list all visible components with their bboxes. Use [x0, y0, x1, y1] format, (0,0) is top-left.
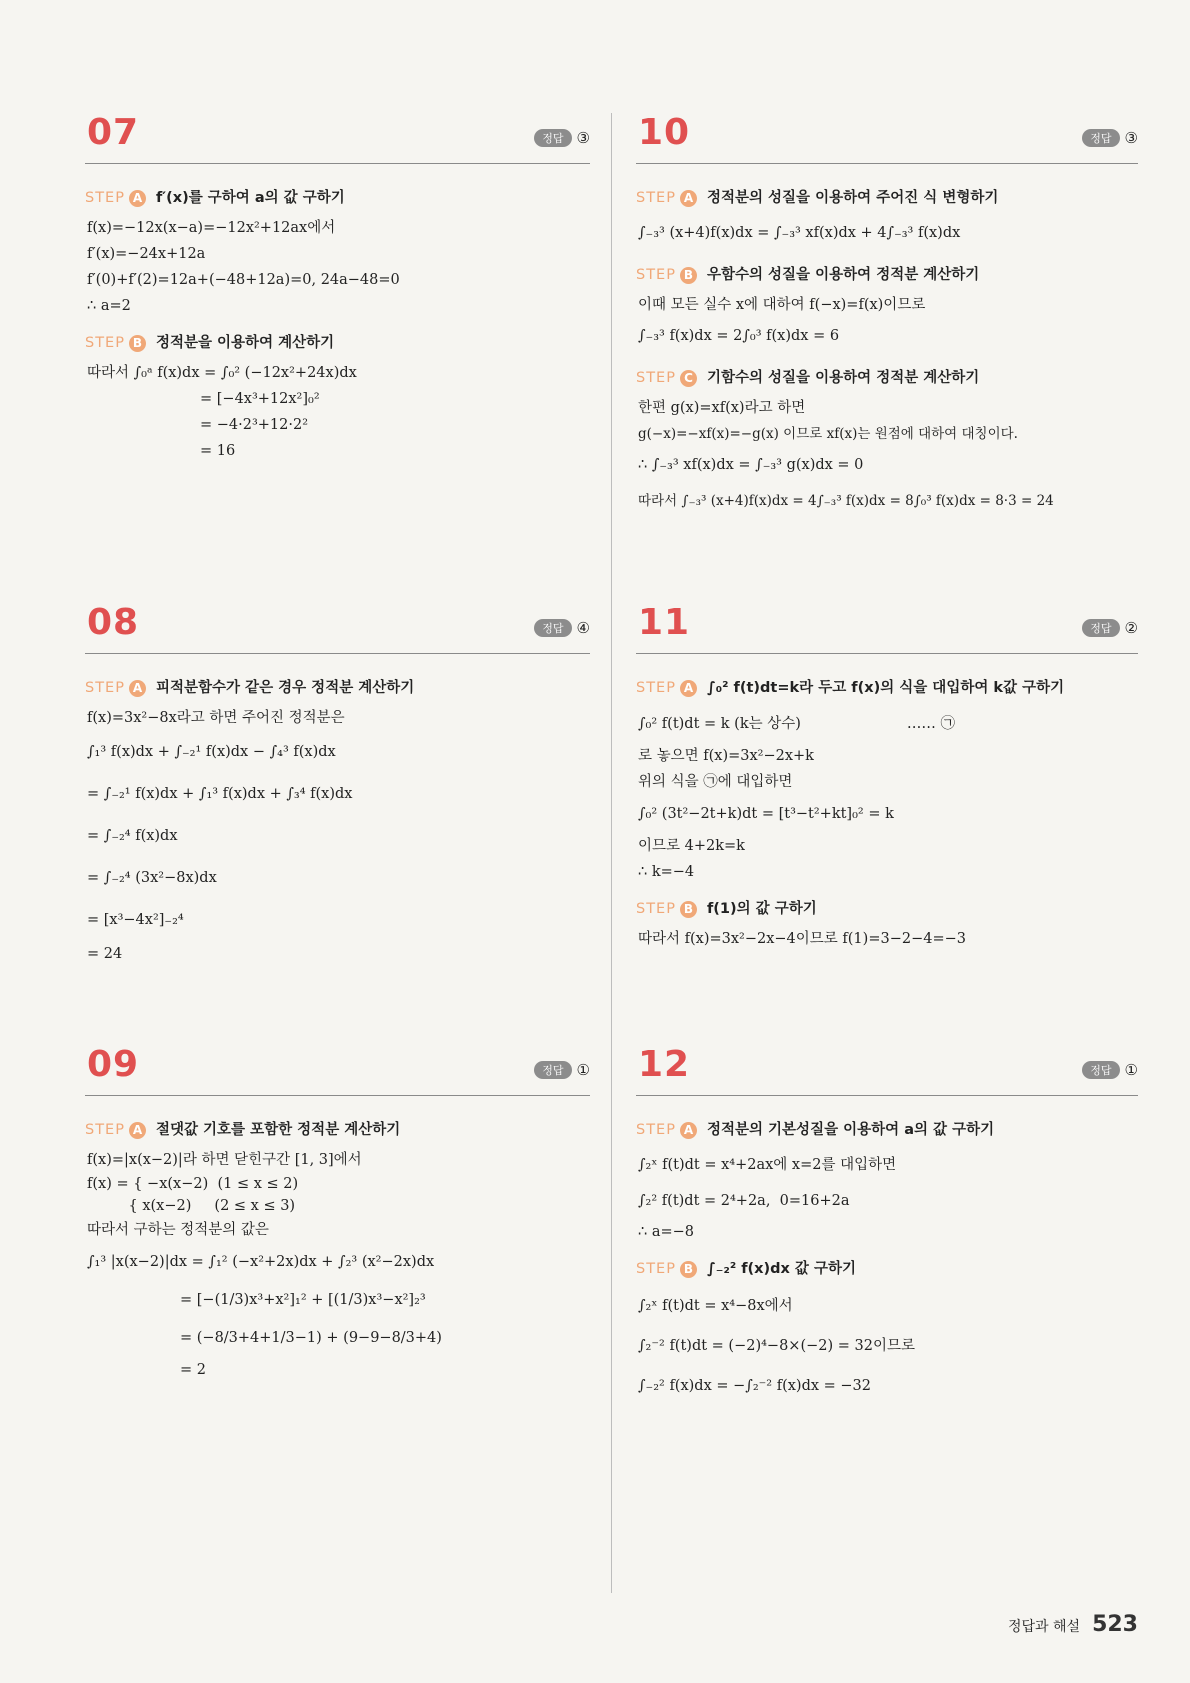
step-letter: A — [129, 680, 146, 697]
step-a-heading — [85, 1118, 590, 1139]
step-title: 정적분을 이용하여 계산하기 — [155, 335, 335, 351]
solution-line: ∫₀² (3t²−2t+k)dt = [t³−t²+kt]₀² = k — [638, 806, 894, 822]
solution-line: f(x)=|x(x−2)|라 하면 닫힌구간 [1, 3]에서 — [87, 1152, 362, 1168]
step-letter: A — [680, 190, 697, 207]
step-title: ∫₋₂² f(x)dx 값 구하기 — [706, 1261, 856, 1277]
solution-line: = [−4x³+12x²]₀² — [200, 391, 320, 407]
problem-header — [85, 603, 590, 654]
solution-line: ∫₂ˣ f(t)dt = x⁴+2ax에 x=2를 대입하면 — [638, 1157, 897, 1173]
step-title: 기함수의 성질을 이용하여 정적분 계산하기 — [706, 370, 980, 386]
answer-badge: 정답 — [534, 1061, 571, 1079]
step-tag: STEP — [636, 901, 676, 917]
problem-10 — [636, 113, 1138, 519]
solution-line: ∴ a=−8 — [638, 1224, 695, 1240]
step-title: f(1)의 값 구하기 — [706, 901, 817, 917]
solution-line: = 16 — [200, 443, 236, 459]
solution-line: 위의 식을 ㉠에 대입하면 — [638, 774, 793, 790]
answer-box — [534, 1061, 590, 1079]
problem-number: 09 — [87, 1044, 140, 1085]
solution-line: g(−x)=−xf(x)=−g(x) 이므로 xf(x)는 원점에 대하여 대칭이다. — [638, 426, 1018, 442]
step-b-heading — [636, 897, 1138, 918]
problem-08 — [85, 603, 590, 967]
problem-header — [636, 113, 1138, 164]
solution-line: ∫₋₃³ f(x)dx = 2∫₀³ f(x)dx = 6 — [638, 328, 840, 344]
step-b-heading — [85, 331, 590, 352]
problem-09 — [85, 1045, 590, 1383]
step-letter: A — [129, 190, 146, 207]
solution-line: f′(x)=−24x+12a — [87, 246, 206, 262]
answer-box — [1082, 619, 1138, 637]
step-a-heading — [85, 186, 590, 207]
solution-line: ∫₁³ |x(x−2)|dx = ∫₁² (−x²+2x)dx + ∫₂³ (x²−2x)dx — [87, 1254, 435, 1270]
answer-box — [534, 129, 590, 147]
step-letter: C — [680, 370, 697, 387]
step-title: ∫₀² f(t)dt=k라 두고 f(x)의 식을 대입하여 k값 구하기 — [706, 680, 1065, 696]
solution-line: 로 놓으면 f(x)=3x²−2x+k — [638, 748, 814, 764]
answer-value: ① — [576, 1061, 590, 1079]
answer-badge: 정답 — [1082, 1061, 1119, 1079]
solution-line: ∫₀² f(t)dt = k (k는 상수) …… ㉠ — [638, 716, 956, 732]
step-letter: A — [680, 1122, 697, 1139]
solution-line: = −4·2³+12·2² — [200, 417, 309, 433]
solution-line: f(x)=−12x(x−a)=−12x²+12ax에서 — [87, 220, 336, 236]
answer-value: ① — [1124, 1061, 1138, 1079]
page-number: 523 — [1092, 1612, 1138, 1637]
answer-value: ④ — [576, 619, 590, 637]
step-title: f′(x)를 구하여 a의 값 구하기 — [155, 190, 345, 206]
solution-line: ∫₂⁻² f(t)dt = (−2)⁴−8×(−2) = 32이므로 — [638, 1338, 915, 1354]
step-title: 정적분의 성질을 이용하여 주어진 식 변형하기 — [706, 190, 999, 206]
solution-line: = ∫₋₂⁴ f(x)dx — [87, 828, 178, 844]
step-letter: B — [680, 901, 697, 918]
answer-box — [534, 619, 590, 637]
problem-11 — [636, 603, 1138, 952]
step-letter: A — [129, 1122, 146, 1139]
solution-line: = 2 — [180, 1362, 206, 1378]
problem-number: 08 — [87, 602, 140, 643]
solution-line: f(x) = { −x(x−2) (1 ≤ x ≤ 2) — [87, 1176, 299, 1192]
solution-line: 따라서 ∫₀ᵃ f(x)dx = ∫₀² (−12x²+24x)dx — [87, 365, 357, 381]
page-footer — [1008, 1612, 1138, 1637]
step-tag: STEP — [636, 267, 676, 283]
step-tag: STEP — [85, 680, 125, 696]
step-tag: STEP — [85, 335, 125, 351]
solution-line: = ∫₋₂⁴ (3x²−8x)dx — [87, 870, 217, 886]
step-letter: B — [129, 335, 146, 352]
solution-line: 따라서 ∫₋₃³ (x+4)f(x)dx = 4∫₋₃³ f(x)dx = 8∫₀³ f(x)dx = 8·3 = 24 — [638, 493, 1054, 509]
solution-line: = ∫₋₂¹ f(x)dx + ∫₁³ f(x)dx + ∫₃⁴ f(x)dx — [87, 786, 353, 802]
problem-header — [85, 1045, 590, 1096]
footer-label: 정답과 해설 — [1007, 1619, 1081, 1635]
step-title: 우함수의 성질을 이용하여 정적분 계산하기 — [706, 267, 980, 283]
step-b-heading — [636, 1257, 1138, 1278]
step-tag: STEP — [85, 190, 125, 206]
step-b-heading — [636, 263, 1138, 284]
problem-07 — [85, 113, 590, 464]
answer-badge: 정답 — [534, 129, 571, 147]
solution-line: { x(x−2) (2 ≤ x ≤ 3) — [87, 1198, 296, 1214]
step-tag: STEP — [85, 1122, 125, 1138]
answer-badge: 정답 — [1082, 129, 1119, 147]
solution-line: = [x³−4x²]₋₂⁴ — [87, 912, 184, 928]
problem-number: 11 — [638, 602, 691, 643]
problem-number: 07 — [87, 112, 140, 153]
solution-line: 따라서 f(x)=3x²−2x−4이므로 f(1)=3−2−4=−3 — [638, 931, 966, 947]
answer-box — [1082, 129, 1138, 147]
step-tag: STEP — [636, 1122, 676, 1138]
column-divider — [611, 113, 612, 1593]
step-a-heading — [636, 1118, 1138, 1139]
solution-line: 이므로 4+2k=k — [638, 838, 745, 854]
step-title: 정적분의 기본성질을 이용하여 a의 값 구하기 — [706, 1122, 995, 1138]
answer-value: ③ — [576, 129, 590, 147]
problem-header — [636, 1045, 1138, 1096]
problem-header — [636, 603, 1138, 654]
answer-value: ③ — [1124, 129, 1138, 147]
problem-number: 12 — [638, 1044, 691, 1085]
step-a-heading — [85, 676, 590, 697]
step-title: 피적분함수가 같은 경우 정적분 계산하기 — [155, 680, 415, 696]
problem-header — [85, 113, 590, 164]
step-a-heading — [636, 676, 1138, 697]
solution-line: f(x)=3x²−8x라고 하면 주어진 정적분은 — [87, 710, 345, 726]
answer-box — [1082, 1061, 1138, 1079]
step-tag: STEP — [636, 1261, 676, 1277]
step-tag: STEP — [636, 370, 676, 386]
solution-line: ∫₁³ f(x)dx + ∫₋₂¹ f(x)dx − ∫₄³ f(x)dx — [87, 744, 336, 760]
solution-line: f′(0)+f′(2)=12a+(−48+12a)=0, 24a−48=0 — [87, 272, 400, 288]
answer-value: ② — [1124, 619, 1138, 637]
solution-line: ∫₂ˣ f(t)dt = x⁴−8x에서 — [638, 1298, 793, 1314]
step-c-heading — [636, 366, 1138, 387]
problem-number: 10 — [638, 112, 691, 153]
solution-line: 한편 g(x)=xf(x)라고 하면 — [638, 400, 806, 416]
solution-line: ∴ a=2 — [87, 298, 131, 314]
step-letter: A — [680, 680, 697, 697]
solution-line: ∫₋₃³ (x+4)f(x)dx = ∫₋₃³ xf(x)dx + 4∫₋₃³ f(x)dx — [638, 225, 961, 241]
step-tag: STEP — [636, 680, 676, 696]
solution-line: = 24 — [87, 946, 123, 962]
solution-line: 따라서 구하는 정적분의 값은 — [87, 1222, 269, 1238]
step-a-heading — [636, 186, 1138, 207]
answer-badge: 정답 — [1082, 619, 1119, 637]
step-tag: STEP — [636, 190, 676, 206]
step-title: 절댓값 기호를 포함한 정적분 계산하기 — [155, 1122, 401, 1138]
solution-line: ∴ ∫₋₃³ xf(x)dx = ∫₋₃³ g(x)dx = 0 — [638, 457, 864, 473]
solution-line: = [−(1/3)x³+x²]₁² + [(1/3)x³−x²]₂³ — [180, 1292, 426, 1308]
solution-line: ∫₋₂² f(x)dx = −∫₂⁻² f(x)dx = −32 — [638, 1378, 872, 1394]
solution-line: = (−8/3+4+1/3−1) + (9−9−8/3+4) — [180, 1330, 442, 1346]
solution-line: 이때 모든 실수 x에 대하여 f(−x)=f(x)이므로 — [638, 297, 926, 313]
step-letter: B — [680, 267, 697, 284]
solution-line: ∴ k=−4 — [638, 864, 695, 880]
problem-12 — [636, 1045, 1138, 1406]
step-letter: B — [680, 1261, 697, 1278]
solution-line: ∫₂² f(t)dt = 2⁴+2a, 0=16+2a — [638, 1193, 850, 1209]
answer-badge: 정답 — [534, 619, 571, 637]
